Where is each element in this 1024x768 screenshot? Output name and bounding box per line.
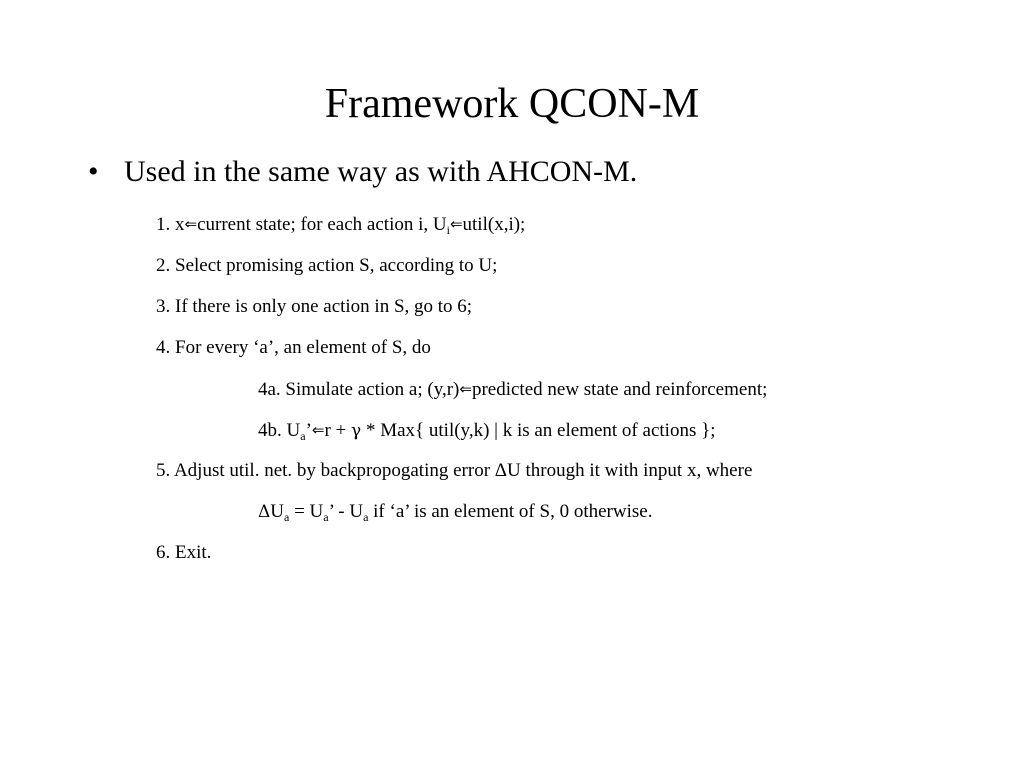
step-5-detail-sub-2: a [323,510,329,524]
step-5-detail-sub-1: a [284,510,290,524]
step-4a-text-b: predicted new state and reinforcement; [471,379,768,400]
step-4b-subscript: a [300,429,306,443]
bullet-item [88,152,637,192]
step-4: 4. For every ‘a’, an element of S, do [156,337,431,358]
step-4b-prime: ’ [305,420,312,441]
left-arrow-icon: ⇐ [311,421,325,439]
left-arrow-icon: ⇐ [459,380,472,398]
step-6: 6. Exit. [156,542,212,563]
delta-symbol: Δ [258,502,271,522]
step-1 [156,212,525,237]
step-5: 5. Adjust util. net. by backpropogating error ΔU through it with input x, where [156,460,753,481]
step-2: 2. Select promising action S, according to U; [156,255,498,276]
step-1-text-d: util(x,i); [462,214,526,235]
step-5-detail-text-e: ’ - U [328,501,364,522]
step-4a [258,377,767,402]
bullet-marker: • [88,155,99,188]
step-4b-text-d: r + [324,420,352,441]
step-4b [258,418,715,443]
slide-title: Framework QCON-M [324,81,700,127]
step-5-detail-text-c: = U [289,501,324,522]
step-4b-text-e: * Max{ util(y,k) | k is an element of actions }; [361,420,716,441]
step-1-text-a: 1. x [156,214,185,235]
left-arrow-icon: ⇐ [184,215,198,233]
bullet-text: Used in the same way as with AHCON-M. [124,155,638,188]
step-5-detail-text-g: if ‘a’ is an element of S, 0 otherwise. [368,501,653,522]
step-5-detail-text-a: U [270,501,285,522]
step-5-detail [258,500,652,524]
gamma-symbol: γ [351,421,362,441]
step-4b-text-a: 4b. U [258,420,301,441]
step-5-detail-sub-3: a [363,510,369,524]
step-1-subscript: i [446,223,450,237]
left-arrow-icon: ⇐ [449,215,463,233]
step-3: 3. If there is only one action in S, go to 6; [156,296,473,317]
step-1-text-b: current state; for each action i, U [197,214,447,235]
step-4a-text-a: 4a. Simulate action a; (y,r) [258,379,460,400]
